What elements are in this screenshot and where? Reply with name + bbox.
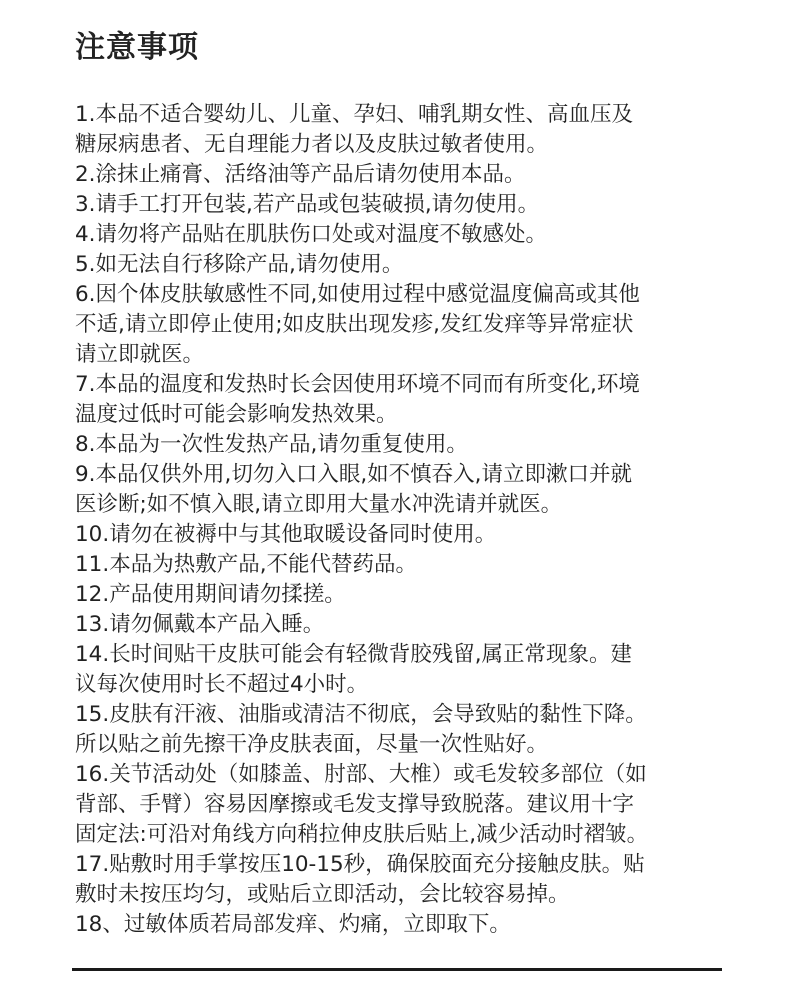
notice-line: 13.请勿佩戴本产品入睡。: [75, 612, 325, 637]
notice-line: 7.本品的温度和发热时长会因使用环境不同而有所变化,环境: [75, 372, 640, 397]
notice-line: 医诊断;如不慎入眼,请立即用大量水冲洗请并就医。: [75, 492, 563, 517]
notice-line: 3.请手工打开包装,若产品或包装破损,请勿使用。: [75, 192, 540, 217]
notice-list: [75, 100, 735, 940]
notice-line: 11.本品为热敷产品,不能代替药品。: [75, 552, 418, 577]
notice-line: 温度过低时可能会影响发热效果。: [75, 402, 398, 427]
notice-line: 17.贴敷时用手掌按压10-15秒，确保胶面充分接触皮肤。贴: [75, 852, 645, 877]
notice-line: 请立即就医。: [75, 342, 205, 367]
notice-line: 议每次使用时长不超过4小时。: [75, 672, 369, 697]
notice-line: 6.因个体皮肤敏感性不同,如使用过程中感觉温度偏高或其他: [75, 282, 640, 307]
notice-line: 15.皮肤有汗液、油脂或清洁不彻底，会导致贴的黏性下降。: [75, 702, 647, 727]
page-title: 注意事项: [75, 30, 199, 65]
notice-line: 5.如无法自行移除产品,请勿使用。: [75, 252, 404, 277]
notice-line: 18、过敏体质若局部发痒、灼痛，立即取下。: [75, 912, 511, 937]
notice-line: 糖尿病患者、无自理能力者以及皮肤过敏者使用。: [75, 132, 549, 157]
notice-line: 14.长时间贴干皮肤可能会有轻微背胶残留,属正常现象。建: [75, 642, 633, 667]
notice-line: 固定法:可沿对角线方向稍拉伸皮肤后贴上,减少活动时褶皱。: [75, 822, 649, 847]
notice-line: 2.涂抹止痛膏、活络油等产品后请勿使用本品。: [75, 162, 526, 187]
notice-line: 16.关节活动处（如膝盖、肘部、大椎）或毛发较多部位（如: [75, 762, 647, 787]
notice-line: 1.本品不适合婴幼儿、儿童、孕妇、哺乳期女性、高血压及: [75, 102, 634, 127]
notice-line: 敷时未按压均匀，或贴后立即活动，会比较容易掉。: [75, 882, 570, 907]
notice-line: 不适,请立即停止使用;如皮肤出现发疹,发红发痒等异常症状: [75, 312, 634, 337]
notice-line: 4.请勿将产品贴在肌肤伤口处或对温度不敏感处。: [75, 222, 548, 247]
notice-line: 背部、手臂）容易因摩擦或毛发支撑导致脱落。建议用十字: [75, 792, 635, 817]
notice-line: 8.本品为一次性发热产品,请勿重复使用。: [75, 432, 468, 457]
notice-line: 10.请勿在被褥中与其他取暖设备同时使用。: [75, 522, 497, 547]
notice-line: 所以贴之前先擦干净皮肤表面，尽量一次性贴好。: [75, 732, 549, 757]
notice-line: 12.产品使用期间请勿揉搓。: [75, 582, 346, 607]
bottom-divider: [72, 968, 722, 971]
notice-line: 9.本品仅供外用,切勿入口入眼,如不慎吞入,请立即漱口并就: [75, 462, 633, 487]
